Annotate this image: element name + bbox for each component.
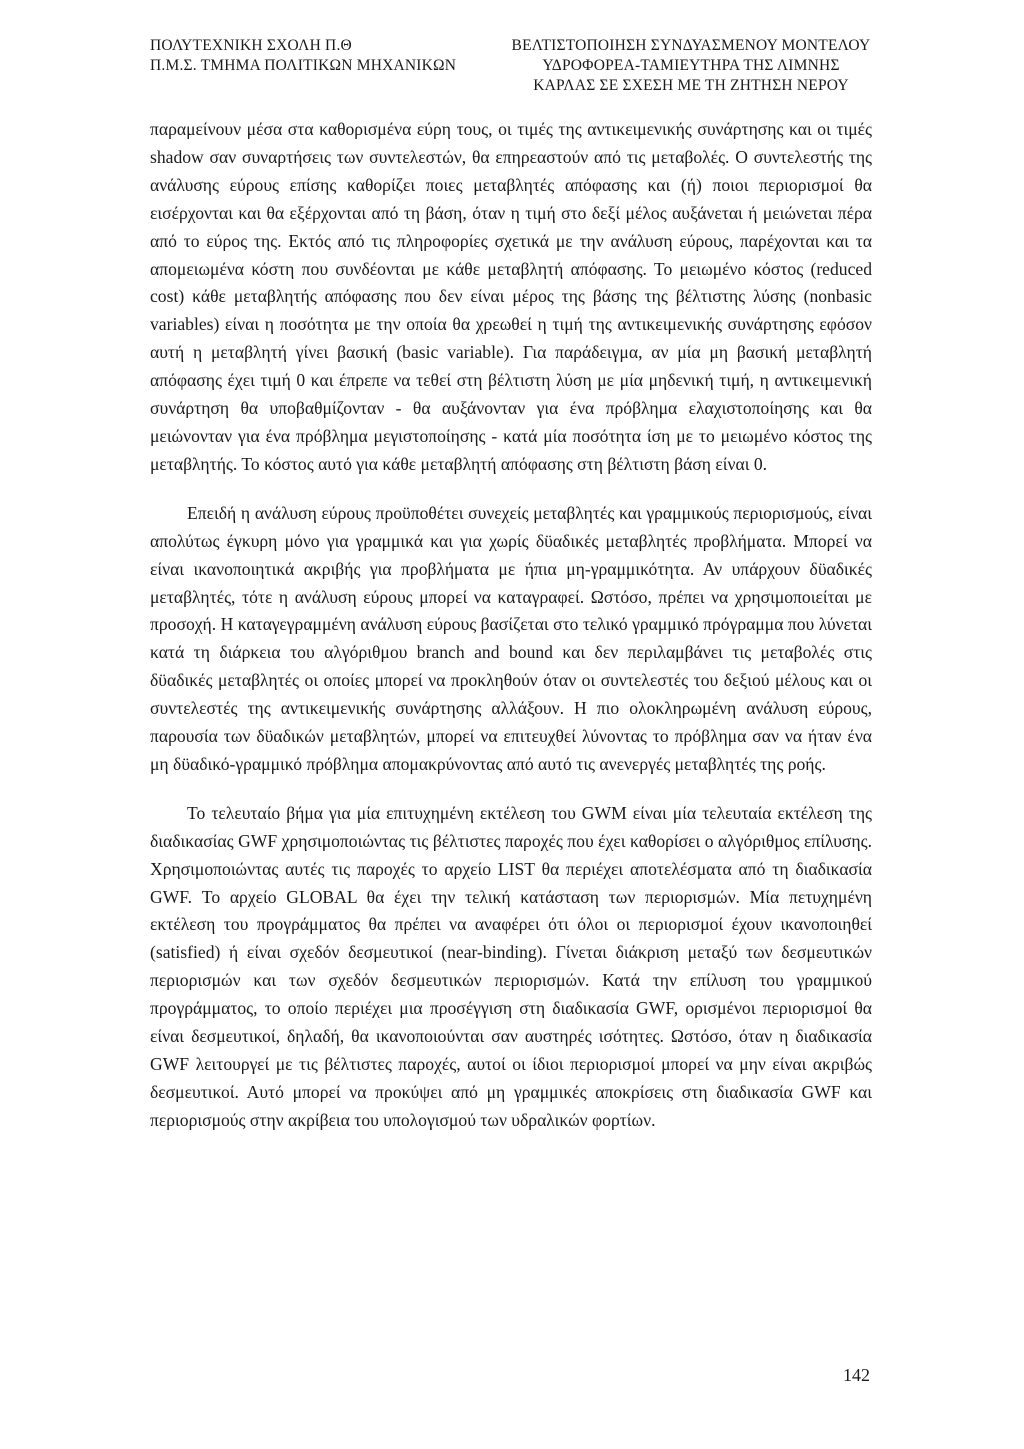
header-institution: ΠΟΛΥΤΕΧΝΙΚΗ ΣΧΟΛΗ Π.Θ [150, 37, 352, 54]
header-department: Π.Μ.Σ. ΤΜΗΜΑ ΠΟΛΙΤΙΚΩΝ ΜΗΧΑΝΙΚΩΝ [150, 57, 457, 74]
body-paragraph-2: Επειδή η ανάλυση εύρους προϋποθέτει συνεχείς μεταβλητές και γραμμικούς περιορισμούς, είναι απολύτως έγκυρη μόνο για γραμμικά και για χωρίς δϋαδικές μεταβλητές προβλήματα. Μπορεί να είναι ικανοποιητικά ακριβής για προβλήματα με ήπια μη-γραμμικότητα. Αν υπάρχουν δϋαδικές μεταβλητές, τότε η ανάλυση εύρους μπορεί να καταγραφεί. Ωστόσο, πρέπει να χρησιμοποιείται με προσοχή. Η καταγεγραμμένη ανάλυση εύρους βασίζεται στο τελικό γραμμικό πρόγραμμα που λύνεται κατά τη διάρκεια του αλγόριθμου branch and bound και δεν περιλαμβάνει τις μεταβολές στις δϋαδικές μεταβλητές οι οποίες μπορεί να προκληθούν όταν οι συντελεστές του δεξιού μέλους και οι συντελεστές της αντικειμενικής συνάρτησης αλλάξουν. Η πιο ολοκληρωμένη ανάλυση εύρους, παρουσία των δϋαδικών μεταβλητών, μπορεί να επιτευχθεί λύνοντας το πρόβλημα σαν να ήταν ένα μη δϋαδικό-γραμμικό πρόβλημα απομακρύνοντας από αυτό τις ανενεργές μεταβλητές της ροής. [150, 502, 872, 774]
header-right [500, 36, 882, 96]
body-paragraph-1: παραμείνουν μέσα στα καθορισμένα εύρη τους, οι τιμές της αντικειμενικής συνάρτησης και οι τιμές shadow σαν συναρτήσεις των συντελεστών, θα επηρεαστούν από τις μεταβολές. Ο συντελεστής της ανάλυσης εύρους επίσης καθορίζει ποιες μεταβλητές απόφασης και (ή) ποιοι περιορισμοί θα εισέρχονται και θα εξέρχονται από τη βάση, όταν η τιμή στο δεξί μέλος αυξάνεται ή μειώνεται πέρα από το εύρος της. Εκτός από τις πληροφορίες σχετικά με την ανάλυση εύρους, παρέχονται και τα απομειωμένα κόστη που συνδέονται με κάθε μεταβλητή απόφασης. Το μειωμένο κόστος (reduced cost) κάθε μεταβλητής απόφασης που δεν είναι μέρος της βάσης της βέλτιστης λύσης (nonbasic variables) είναι η ποσότητα με την οποία θα χρεωθεί η τιμή της αντικειμενικής συνάρτησης εφόσον αυτή η μεταβλητή γίνει βασική (basic variable). Για παράδειγμα, αν μία μη βασική μεταβλητή απόφασης έχει τιμή 0 και έπρεπε να τεθεί στη βέλτιστη λύση με μία μηδενική τιμή, η αντικειμενική συνάρτηση θα υποβαθμίζονταν - θα αυξάνονταν για ένα πρόβλημα ελαχιστοποίησης και θα μειώνονταν για ένα πρόβλημα μεγιστοποίησης - κατά μία ποσότητα ίση με το μειωμένο κόστος της μεταβλητής. Το κόστος αυτό για κάθε μεταβλητή απόφασης στη βέλτιστη βάση είναι 0. [150, 119, 872, 474]
page-number: 142 [843, 1365, 870, 1385]
header-left [150, 36, 456, 76]
header-title-line-3: ΚΑΡΛΑΣ ΣΕ ΣΧΕΣΗ ΜΕ ΤΗ ΖΗΤΗΣΗ ΝΕΡΟΥ [533, 77, 849, 94]
header-title-line-2: ΥΔΡΟΦΟΡΕΑ-ΤΑΜΙΕΥΤΗΡΑ ΤΗΣ ΛΙΜΝΗΣ [542, 57, 840, 74]
header-title-line-1: ΒΕΛΤΙΣΤΟΠΟΙΗΣΗ ΣΥΝΔΥΑΣΜΕΝΟΥ ΜΟΝΤΕΛΟΥ [511, 37, 871, 54]
document-body [150, 116, 872, 1135]
body-paragraph-3: Το τελευταίο βήμα για μία επιτυχημένη εκτέλεση του GWM είναι μία τελευταία εκτέλεση της διαδικασίας GWF χρησιμοποιώντας τις βέλτιστες παροχές που έχει καθορίσει ο αλγόριθμος επίλυσης. Χρησιμοποιώντας αυτές τις παροχές το αρχείο LIST θα περιέχει αποτελέσματα από τη διαδικασία GWF. Το αρχείο GLOBAL θα έχει την τελική κατάσταση των περιορισμών. Μία πετυχημένη εκτέλεση του προγράμματος θα πρέπει να αναφέρει ότι όλοι οι περιορισμοί έχουν ικανοποιηθεί (satisfied) ή είναι σχεδόν δεσμευτικοί (near-binding). Γίνεται διάκριση μεταξύ των δεσμευτικών περιορισμών και των σχεδόν δεσμευτικών περιορισμών. Κατά την επίλυση του γραμμικού προγράμματος, το οποίο περιέχει μια προσέγγιση στη διαδικασία GWF, ορισμένοι περιορισμοί θα είναι δεσμευτικοί, δηλαδή, θα ικανοποιούνται σαν αυστηρές ισότητες. Ωστόσο, όταν η διαδικασία GWF λειτουργεί με τις βέλτιστες παροχές, αυτοί οι ίδιοι περιορισμοί μπορεί να μην είναι ακριβώς δεσμευτικοί. Αυτό μπορεί να προκύψει από μη γραμμικές αποκρίσεις στη διαδικασία GWF και περιορισμούς στην ακρίβεια του υπολογισμού των υδραλικών φορτίων. [150, 802, 872, 1130]
